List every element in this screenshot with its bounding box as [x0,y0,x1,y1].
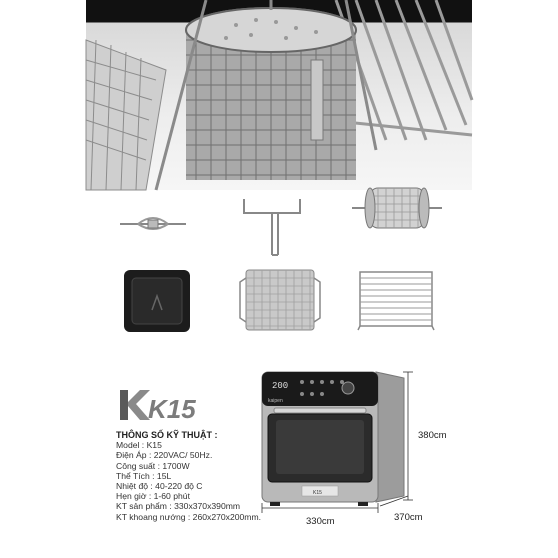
model-logo-text: K15 [148,394,196,424]
dimension-width: 330cm [306,516,335,527]
spec-line: Công suất : 1700W [116,460,190,471]
oven-brand-text: kaipen [268,398,283,404]
specs-title: THÔNG SỐ KỸ THUẬT : [116,430,218,440]
spec-line: Thể Tích : 15L [116,470,172,481]
spec-line: Điện Áp : 220VAC/ 50Hz. [116,450,213,461]
spec-line: KT sản phẩm : 330x370x390mm [116,501,241,512]
spec-line: Hẹn giờ : 1-60 phút [116,491,190,502]
spec-line: Model : K15 [116,440,162,451]
oven-model-badge: K15 [313,490,322,496]
oven-display-text: 200 [272,381,289,391]
spec-line: Nhiệt độ : 40-220 độ C [116,481,203,492]
spec-line: KT khoang nướng : 260x270x200mm. [116,511,261,522]
dimension-height: 380cm [418,430,447,441]
dimension-depth: 370cm [394,512,423,523]
